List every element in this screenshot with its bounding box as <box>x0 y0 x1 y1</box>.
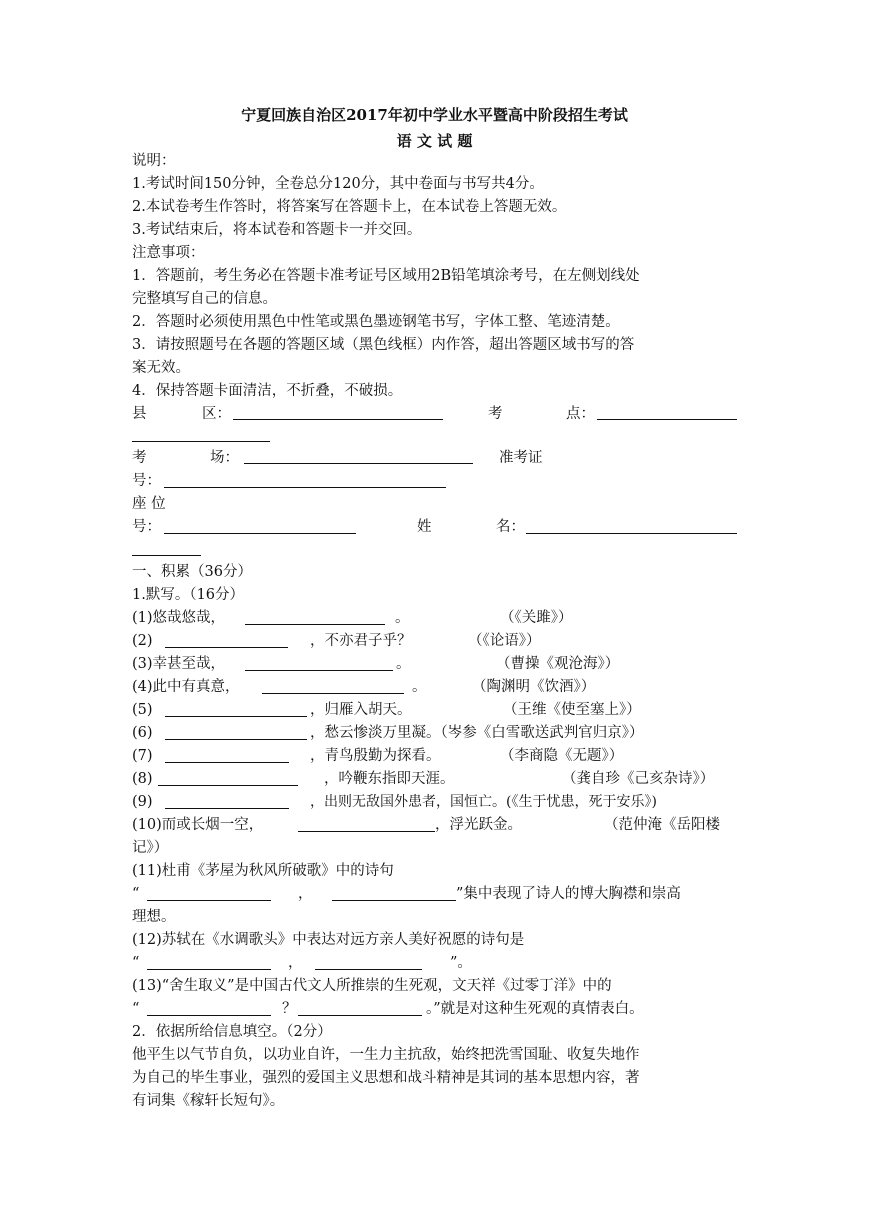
recite-source: （龚自珍《己亥杂诗》） <box>562 771 715 787</box>
recite-answer-field[interactable] <box>298 1015 422 1016</box>
recite-prompt: (1)悠哉悠哉， <box>132 610 226 626</box>
recite-source: （王维《使至塞上》） <box>503 702 641 718</box>
quote-mark: “ <box>132 886 140 902</box>
recite-prompt: 。”就是对这种生死观的真情表白。 <box>426 1001 644 1017</box>
room-label-a: 考 <box>132 450 147 466</box>
recite-answer-field[interactable] <box>262 693 404 694</box>
ticket-number-field[interactable] <box>164 487 446 488</box>
recite-prompt: (4)此中有真意， <box>132 679 240 695</box>
recite-source: （李商隐《无题》） <box>500 748 624 764</box>
recite-prompt: 理想。 <box>132 909 176 925</box>
recite-prompt: ，归雁入胡天。 <box>310 702 412 718</box>
question-text: 有词集《稼轩长短句》。 <box>132 1093 285 1109</box>
recite-prompt: (3)幸甚至哉， <box>132 656 226 672</box>
recite-prompt: ？ <box>282 1001 297 1017</box>
recite-prompt: ， <box>288 955 303 971</box>
section-heading: 一、积累（36分） <box>132 564 252 580</box>
recite-prompt: (13)“舍生取义”是中国古代文人所推崇的生死观，文天祥《过零丁洋》中的 <box>132 978 612 994</box>
county-label-a: 县 <box>132 406 147 422</box>
recite-prompt: ， <box>298 886 313 902</box>
note-item: 2．答题时必须使用黑色中性笔或黑色墨迹钢笔书写，字体工整、笔迹清楚。 <box>132 314 620 330</box>
recite-source: （陶渊明《饮酒》） <box>472 679 596 695</box>
site-field-continued[interactable] <box>132 441 270 442</box>
instruction-item: 2.本试卷考生作答时，将答案写在答题卡上，在本试卷上答题无效。 <box>132 199 567 215</box>
recite-prompt: ”。 <box>450 955 472 971</box>
room-field[interactable] <box>244 463 473 464</box>
instruction-item: 1.考试时间150分钟，全卷总分120分，其中卷面与书写共4分。 <box>132 176 544 192</box>
recite-prompt: 。 <box>395 610 410 626</box>
recite-answer-field[interactable] <box>315 969 422 970</box>
county-field[interactable] <box>233 419 443 420</box>
recite-prompt: (12)苏轼在《水调歌头》中表达对远方亲人美好祝愿的诗句是 <box>132 932 525 948</box>
recite-answer-field[interactable] <box>165 739 307 740</box>
recite-prompt: (5) <box>132 702 153 718</box>
note-item: 完整填写自己的信息。 <box>132 291 277 307</box>
note-item: 3．请按照题号在各题的答题区域（黑色线框）内作答，超出答题区域书写的答 <box>132 337 635 353</box>
recite-prompt: (6) <box>132 725 153 741</box>
exam-subtitle: 语 文 试 题 <box>396 132 473 150</box>
recite-answer-field[interactable] <box>165 762 289 763</box>
name-label-a: 姓 <box>417 519 432 535</box>
instruction-item: 3.考试结束后，将本试卷和答题卡一并交回。 <box>132 222 422 238</box>
seat-label-b: 号： <box>132 519 161 535</box>
ticket-label-a: 准考证 <box>499 450 543 466</box>
quote-mark: “ <box>132 1001 140 1017</box>
recite-source: （范仲淹《岳阳楼 <box>604 817 720 833</box>
note-item: 案无效。 <box>132 360 190 376</box>
seat-label-a: 座 位 <box>132 496 166 512</box>
ticket-label-b: 号： <box>132 473 161 489</box>
recite-answer-field[interactable] <box>165 808 289 809</box>
recite-prompt: (8) <box>132 771 153 787</box>
question-heading: 2．依据所给信息填空。（2分） <box>132 1024 332 1040</box>
recite-prompt: ，青鸟殷勤为探看。 <box>310 748 441 764</box>
name-field[interactable] <box>526 533 737 534</box>
exam-title: 宁夏回族自治区2017年初中学业水平暨高中阶段招生考试 <box>241 106 628 124</box>
name-field-continued[interactable] <box>132 555 201 556</box>
instructions-heading: 说明： <box>132 153 176 169</box>
recite-prompt: ”集中表现了诗人的博大胸襟和崇高 <box>456 886 681 902</box>
recite-answer-field[interactable] <box>147 900 271 901</box>
site-field[interactable] <box>597 419 737 420</box>
recite-prompt: ，愁云惨淡万里凝。（岑参《白雪歌送武判官归京》） <box>310 725 644 741</box>
recite-prompt: 。 <box>396 656 411 672</box>
recite-prompt: (11)杜甫《茅屋为秋风所破歌》中的诗句 <box>132 863 394 879</box>
name-label-b: 名： <box>496 519 525 535</box>
recite-prompt: (9) <box>132 794 153 810</box>
question-text: 为自己的毕生事业，强烈的爱国主义思想和战斗精神是其词的基本思想内容，著 <box>132 1070 640 1086</box>
question-text: 他平生以气节自负，以功业自许，一生力主抗敌，始终把洗雪国耻、收复失地作 <box>132 1047 640 1063</box>
recite-source: （曹操《观沧海》） <box>496 656 620 672</box>
recite-answer-field[interactable] <box>147 969 271 970</box>
question-heading: 1.默写。（16分） <box>132 587 245 603</box>
recite-answer-field[interactable] <box>245 624 385 625</box>
county-label-b: 区： <box>202 406 231 422</box>
recite-prompt: ，浮光跃金。 <box>435 817 522 833</box>
room-label-b: 场： <box>210 450 239 466</box>
recite-answer-field[interactable] <box>158 785 298 786</box>
recite-answer-field[interactable] <box>165 647 288 648</box>
recite-prompt: (2) <box>132 633 153 649</box>
recite-answer-field[interactable] <box>332 900 456 901</box>
recite-answer-field[interactable] <box>245 670 393 671</box>
recite-prompt: ，吟鞭东指即天涯。 <box>324 771 455 787</box>
notes-heading: 注意事项： <box>132 245 205 261</box>
note-item: 4．保持答题卡面清洁，不折叠，不破损。 <box>132 383 403 399</box>
site-label-b: 点： <box>566 406 595 422</box>
note-item: 1．答题前，考生务必在答题卡准考证号区域用2B铅笔填涂考号，在左侧划线处 <box>132 268 640 284</box>
recite-source: （《关雎》） <box>500 610 573 626</box>
recite-prompt: ，出则无敌国外患者，国恒亡。(《生于忧患，死于安乐》) <box>310 794 657 810</box>
recite-prompt: (7) <box>132 748 153 764</box>
recite-source: 记》） <box>132 840 169 856</box>
site-label-a: 考 <box>488 406 503 422</box>
recite-prompt: 。 <box>412 679 427 695</box>
recite-answer-field[interactable] <box>298 831 435 832</box>
recite-answer-field[interactable] <box>165 716 307 717</box>
recite-answer-field[interactable] <box>147 1015 271 1016</box>
quote-mark: “ <box>132 955 140 971</box>
recite-prompt: ，不亦君子乎？ <box>310 633 412 649</box>
seat-field[interactable] <box>164 533 356 534</box>
recite-source: （《论语》） <box>468 633 541 649</box>
recite-prompt: (10)而或长烟一空， <box>132 817 264 833</box>
